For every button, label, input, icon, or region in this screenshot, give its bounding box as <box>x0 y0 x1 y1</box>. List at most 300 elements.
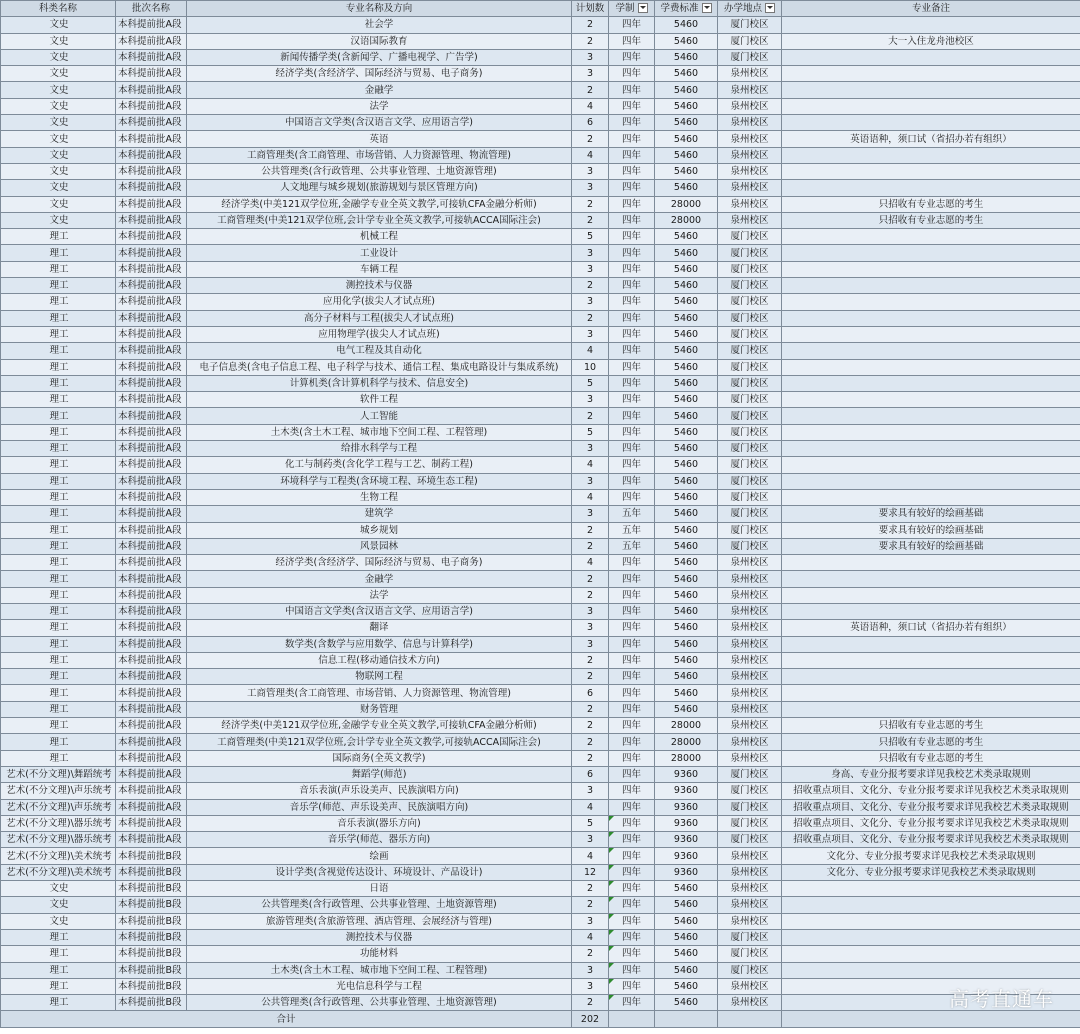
cell-plan-count[interactable]: 12 <box>572 864 609 880</box>
cell-tuition[interactable]: 9360 <box>655 783 718 799</box>
cell-campus[interactable]: 厦门校区 <box>718 538 782 554</box>
cell-duration[interactable]: 四年 <box>609 636 655 652</box>
cell-batch[interactable]: 本科提前批A段 <box>116 278 187 294</box>
cell-major[interactable]: 金融学 <box>187 571 572 587</box>
cell-plan-count[interactable]: 3 <box>572 49 609 65</box>
cell-major[interactable]: 工商管理类(含工商管理、市场营销、人力资源管理、物流管理) <box>187 685 572 701</box>
cell-tuition[interactable]: 5460 <box>655 49 718 65</box>
cell-notes[interactable]: 大一入住龙舟池校区 <box>782 33 1080 49</box>
cell-tuition[interactable]: 5460 <box>655 538 718 554</box>
cell-plan-count[interactable]: 3 <box>572 163 609 179</box>
cell-duration[interactable]: 四年 <box>609 278 655 294</box>
cell-batch[interactable]: 本科提前批A段 <box>116 310 187 326</box>
cell-batch[interactable]: 本科提前批A段 <box>116 163 187 179</box>
cell-campus[interactable]: 厦门校区 <box>718 489 782 505</box>
cell-campus[interactable]: 泉州校区 <box>718 718 782 734</box>
cell-plan-count[interactable]: 4 <box>572 489 609 505</box>
cell-notes[interactable] <box>782 375 1080 391</box>
cell-campus[interactable]: 厦门校区 <box>718 359 782 375</box>
cell-campus[interactable]: 厦门校区 <box>718 783 782 799</box>
cell-plan-count[interactable]: 2 <box>572 310 609 326</box>
cell-campus[interactable]: 厦门校区 <box>718 506 782 522</box>
cell-notes[interactable] <box>782 245 1080 261</box>
cell-campus[interactable]: 厦门校区 <box>718 17 782 33</box>
cell-major[interactable]: 国际商务(全英文教学) <box>187 750 572 766</box>
cell-duration[interactable]: 四年 <box>609 147 655 163</box>
cell-campus[interactable]: 厦门校区 <box>718 929 782 945</box>
cell-major[interactable]: 应用物理学(拔尖人才试点班) <box>187 326 572 342</box>
cell-category[interactable]: 理工 <box>1 278 116 294</box>
cell-duration[interactable]: 四年 <box>609 995 655 1011</box>
cell-tuition[interactable]: 5460 <box>655 571 718 587</box>
cell-major[interactable]: 经济学类(含经济学、国际经济与贸易、电子商务) <box>187 555 572 571</box>
cell-duration[interactable]: 四年 <box>609 441 655 457</box>
cell-category[interactable]: 理工 <box>1 750 116 766</box>
cell-duration[interactable]: 五年 <box>609 522 655 538</box>
cell-notes[interactable] <box>782 929 1080 945</box>
cell-plan-count[interactable]: 3 <box>572 620 609 636</box>
cell-batch[interactable]: 本科提前批A段 <box>116 457 187 473</box>
cell-major[interactable]: 汉语国际教育 <box>187 33 572 49</box>
cell-category[interactable]: 艺术(不分文理)\器乐统考 <box>1 815 116 831</box>
cell-category[interactable]: 理工 <box>1 636 116 652</box>
cell-campus[interactable]: 厦门校区 <box>718 245 782 261</box>
cell-notes[interactable] <box>782 66 1080 82</box>
cell-major[interactable]: 车辆工程 <box>187 261 572 277</box>
cell-notes[interactable]: 只招收有专业志愿的考生 <box>782 734 1080 750</box>
cell-category[interactable]: 文史 <box>1 17 116 33</box>
cell-tuition[interactable]: 5460 <box>655 82 718 98</box>
cell-campus[interactable]: 泉州校区 <box>718 147 782 163</box>
cell-category[interactable]: 理工 <box>1 995 116 1011</box>
cell-tuition[interactable]: 5460 <box>655 946 718 962</box>
cell-notes[interactable] <box>782 652 1080 668</box>
cell-duration[interactable]: 四年 <box>609 734 655 750</box>
cell-tuition[interactable]: 5460 <box>655 33 718 49</box>
cell-category[interactable]: 理工 <box>1 620 116 636</box>
cell-batch[interactable]: 本科提前批A段 <box>116 196 187 212</box>
cell-plan-count[interactable]: 2 <box>572 946 609 962</box>
cell-major[interactable]: 电子信息类(含电子信息工程、电子科学与技术、通信工程、集成电路设计与集成系统) <box>187 359 572 375</box>
cell-tuition[interactable]: 9360 <box>655 799 718 815</box>
cell-duration[interactable]: 四年 <box>609 473 655 489</box>
cell-tuition[interactable]: 5460 <box>655 310 718 326</box>
cell-tuition[interactable]: 9360 <box>655 864 718 880</box>
cell-category[interactable]: 文史 <box>1 212 116 228</box>
cell-notes[interactable] <box>782 326 1080 342</box>
cell-category[interactable]: 文史 <box>1 115 116 131</box>
cell-notes[interactable] <box>782 147 1080 163</box>
cell-plan-count[interactable]: 3 <box>572 913 609 929</box>
cell-notes[interactable]: 文化分、专业分报考要求详见我校艺术类录取规则 <box>782 848 1080 864</box>
filter-dropdown-icon[interactable] <box>638 3 648 13</box>
cell-duration[interactable]: 五年 <box>609 538 655 554</box>
cell-plan-count[interactable]: 2 <box>572 131 609 147</box>
cell-major[interactable]: 给排水科学与工程 <box>187 441 572 457</box>
cell-plan-count[interactable]: 4 <box>572 848 609 864</box>
cell-category[interactable]: 理工 <box>1 701 116 717</box>
cell-major[interactable]: 计算机类(含计算机科学与技术、信息安全) <box>187 375 572 391</box>
cell-batch[interactable]: 本科提前批A段 <box>116 636 187 652</box>
cell-notes[interactable] <box>782 359 1080 375</box>
cell-notes[interactable]: 要求具有较好的绘画基础 <box>782 506 1080 522</box>
cell-tuition[interactable]: 28000 <box>655 718 718 734</box>
cell-notes[interactable] <box>782 946 1080 962</box>
cell-plan-count[interactable]: 3 <box>572 294 609 310</box>
cell-tuition[interactable]: 9360 <box>655 815 718 831</box>
cell-batch[interactable]: 本科提前批A段 <box>116 734 187 750</box>
cell-tuition[interactable]: 5460 <box>655 881 718 897</box>
cell-notes[interactable] <box>782 685 1080 701</box>
cell-tuition[interactable]: 5460 <box>655 115 718 131</box>
cell-major[interactable]: 金融学 <box>187 82 572 98</box>
cell-batch[interactable]: 本科提前批A段 <box>116 783 187 799</box>
cell-plan-count[interactable]: 6 <box>572 685 609 701</box>
cell-batch[interactable]: 本科提前批A段 <box>116 33 187 49</box>
cell-notes[interactable] <box>782 82 1080 98</box>
cell-campus[interactable]: 泉州校区 <box>718 163 782 179</box>
cell-category[interactable]: 理工 <box>1 310 116 326</box>
cell-category[interactable]: 文史 <box>1 913 116 929</box>
cell-major[interactable]: 机械工程 <box>187 229 572 245</box>
cell-notes[interactable] <box>782 913 1080 929</box>
cell-plan-count[interactable]: 2 <box>572 538 609 554</box>
cell-major[interactable]: 翻译 <box>187 620 572 636</box>
cell-notes[interactable] <box>782 180 1080 196</box>
cell-notes[interactable] <box>782 278 1080 294</box>
cell-major[interactable]: 数学类(含数学与应用数学、信息与计算科学) <box>187 636 572 652</box>
cell-batch[interactable]: 本科提前批B段 <box>116 848 187 864</box>
cell-batch[interactable]: 本科提前批A段 <box>116 799 187 815</box>
cell-plan-count[interactable]: 3 <box>572 326 609 342</box>
cell-duration[interactable]: 四年 <box>609 766 655 782</box>
cell-category[interactable]: 理工 <box>1 538 116 554</box>
cell-major[interactable]: 旅游管理类(含旅游管理、酒店管理、会展经济与管理) <box>187 913 572 929</box>
cell-batch[interactable]: 本科提前批A段 <box>116 180 187 196</box>
cell-batch[interactable]: 本科提前批B段 <box>116 978 187 994</box>
cell-duration[interactable]: 四年 <box>609 261 655 277</box>
cell-tuition[interactable]: 5460 <box>655 701 718 717</box>
header-major[interactable]: 专业名称及方向 <box>187 1 572 17</box>
cell-duration[interactable]: 四年 <box>609 555 655 571</box>
cell-duration[interactable]: 四年 <box>609 229 655 245</box>
cell-plan-count[interactable]: 2 <box>572 669 609 685</box>
cell-major[interactable]: 经济学类(含经济学、国际经济与贸易、电子商务) <box>187 66 572 82</box>
cell-major[interactable]: 工商管理类(中美121双学位班,会计学专业全英文教学,可接轨ACCA国际注会) <box>187 212 572 228</box>
cell-batch[interactable]: 本科提前批A段 <box>116 669 187 685</box>
cell-category[interactable]: 理工 <box>1 489 116 505</box>
header-duration[interactable]: 学制 <box>609 1 655 17</box>
cell-campus[interactable]: 泉州校区 <box>718 701 782 717</box>
cell-category[interactable]: 理工 <box>1 685 116 701</box>
cell-campus[interactable]: 厦门校区 <box>718 424 782 440</box>
cell-batch[interactable]: 本科提前批A段 <box>116 701 187 717</box>
cell-category[interactable]: 理工 <box>1 718 116 734</box>
cell-plan-count[interactable]: 2 <box>572 734 609 750</box>
cell-plan-count[interactable]: 4 <box>572 343 609 359</box>
cell-category[interactable]: 艺术(不分文理)\舞蹈统考 <box>1 766 116 782</box>
cell-campus[interactable]: 泉州校区 <box>718 555 782 571</box>
cell-plan-count[interactable]: 4 <box>572 147 609 163</box>
cell-major[interactable]: 法学 <box>187 98 572 114</box>
cell-tuition[interactable]: 9360 <box>655 832 718 848</box>
cell-campus[interactable]: 泉州校区 <box>718 685 782 701</box>
cell-campus[interactable]: 厦门校区 <box>718 522 782 538</box>
cell-campus[interactable]: 泉州校区 <box>718 82 782 98</box>
cell-duration[interactable]: 四年 <box>609 783 655 799</box>
cell-duration[interactable]: 四年 <box>609 49 655 65</box>
cell-notes[interactable] <box>782 17 1080 33</box>
cell-campus[interactable]: 厦门校区 <box>718 310 782 326</box>
cell-category[interactable]: 文史 <box>1 196 116 212</box>
cell-duration[interactable]: 四年 <box>609 718 655 734</box>
cell-batch[interactable]: 本科提前批A段 <box>116 229 187 245</box>
cell-campus[interactable]: 厦门校区 <box>718 815 782 831</box>
cell-campus[interactable]: 泉州校区 <box>718 196 782 212</box>
cell-plan-count[interactable]: 5 <box>572 424 609 440</box>
cell-batch[interactable]: 本科提前批A段 <box>116 115 187 131</box>
cell-major[interactable]: 舞蹈学(师范) <box>187 766 572 782</box>
cell-category[interactable]: 文史 <box>1 180 116 196</box>
cell-tuition[interactable]: 5460 <box>655 245 718 261</box>
cell-major[interactable]: 信息工程(移动通信技术方向) <box>187 652 572 668</box>
cell-major[interactable]: 城乡规划 <box>187 522 572 538</box>
cell-plan-count[interactable]: 4 <box>572 555 609 571</box>
cell-tuition[interactable]: 5460 <box>655 229 718 245</box>
cell-tuition[interactable]: 5460 <box>655 163 718 179</box>
cell-duration[interactable]: 四年 <box>609 587 655 603</box>
cell-tuition[interactable]: 5460 <box>655 587 718 603</box>
cell-notes[interactable] <box>782 115 1080 131</box>
cell-plan-count[interactable]: 2 <box>572 17 609 33</box>
cell-major[interactable]: 法学 <box>187 587 572 603</box>
cell-tuition[interactable]: 5460 <box>655 555 718 571</box>
cell-campus[interactable]: 泉州校区 <box>718 995 782 1011</box>
cell-plan-count[interactable]: 3 <box>572 392 609 408</box>
cell-campus[interactable]: 泉州校区 <box>718 734 782 750</box>
header-tuition[interactable]: 学费标准 <box>655 1 718 17</box>
cell-notes[interactable]: 身高、专业分报考要求详见我校艺术类录取规则 <box>782 766 1080 782</box>
cell-batch[interactable]: 本科提前批A段 <box>116 66 187 82</box>
cell-plan-count[interactable]: 2 <box>572 278 609 294</box>
cell-tuition[interactable]: 5460 <box>655 326 718 342</box>
cell-campus[interactable]: 泉州校区 <box>718 571 782 587</box>
cell-major[interactable]: 新闻传播学类(含新闻学、广播电视学、广告学) <box>187 49 572 65</box>
cell-major[interactable]: 物联网工程 <box>187 669 572 685</box>
cell-tuition[interactable]: 5460 <box>655 17 718 33</box>
cell-major[interactable]: 光电信息科学与工程 <box>187 978 572 994</box>
cell-category[interactable]: 理工 <box>1 571 116 587</box>
cell-major[interactable]: 工商管理类(含工商管理、市场营销、人力资源管理、物流管理) <box>187 147 572 163</box>
cell-plan-count[interactable]: 3 <box>572 603 609 619</box>
cell-plan-count[interactable]: 3 <box>572 962 609 978</box>
cell-plan-count[interactable]: 2 <box>572 897 609 913</box>
cell-notes[interactable]: 招收重点项目、文化分、专业分报考要求详见我校艺术类录取规则 <box>782 815 1080 831</box>
cell-tuition[interactable]: 5460 <box>655 343 718 359</box>
cell-notes[interactable] <box>782 310 1080 326</box>
cell-category[interactable]: 理工 <box>1 229 116 245</box>
cell-duration[interactable]: 四年 <box>609 98 655 114</box>
cell-major[interactable]: 软件工程 <box>187 392 572 408</box>
cell-batch[interactable]: 本科提前批B段 <box>116 962 187 978</box>
cell-batch[interactable]: 本科提前批A段 <box>116 603 187 619</box>
cell-campus[interactable]: 泉州校区 <box>718 864 782 880</box>
cell-batch[interactable]: 本科提前批A段 <box>116 538 187 554</box>
cell-notes[interactable] <box>782 49 1080 65</box>
cell-duration[interactable]: 四年 <box>609 962 655 978</box>
cell-plan-count[interactable]: 2 <box>572 571 609 587</box>
cell-plan-count[interactable]: 4 <box>572 799 609 815</box>
cell-plan-count[interactable]: 3 <box>572 473 609 489</box>
cell-plan-count[interactable]: 2 <box>572 701 609 717</box>
cell-batch[interactable]: 本科提前批A段 <box>116 212 187 228</box>
cell-category[interactable]: 文史 <box>1 131 116 147</box>
cell-tuition[interactable]: 5460 <box>655 620 718 636</box>
cell-plan-count[interactable]: 3 <box>572 66 609 82</box>
cell-batch[interactable]: 本科提前批A段 <box>116 82 187 98</box>
cell-notes[interactable] <box>782 294 1080 310</box>
cell-batch[interactable]: 本科提前批A段 <box>116 522 187 538</box>
cell-tuition[interactable]: 5460 <box>655 636 718 652</box>
cell-duration[interactable]: 四年 <box>609 489 655 505</box>
cell-notes[interactable] <box>782 441 1080 457</box>
cell-plan-count[interactable]: 3 <box>572 245 609 261</box>
cell-category[interactable]: 理工 <box>1 946 116 962</box>
cell-campus[interactable]: 泉州校区 <box>718 620 782 636</box>
cell-batch[interactable]: 本科提前批A段 <box>116 17 187 33</box>
cell-campus[interactable]: 厦门校区 <box>718 441 782 457</box>
cell-notes[interactable] <box>782 473 1080 489</box>
cell-tuition[interactable]: 5460 <box>655 897 718 913</box>
cell-plan-count[interactable]: 2 <box>572 718 609 734</box>
cell-campus[interactable]: 泉州校区 <box>718 750 782 766</box>
cell-batch[interactable]: 本科提前批A段 <box>116 49 187 65</box>
cell-major[interactable]: 音乐学(师范、声乐设美声、民族演唱方向) <box>187 799 572 815</box>
cell-tuition[interactable]: 5460 <box>655 359 718 375</box>
cell-tuition[interactable]: 5460 <box>655 424 718 440</box>
cell-notes[interactable] <box>782 897 1080 913</box>
cell-notes[interactable]: 只招收有专业志愿的考生 <box>782 196 1080 212</box>
cell-plan-count[interactable]: 10 <box>572 359 609 375</box>
cell-major[interactable]: 应用化学(拔尖人才试点班) <box>187 294 572 310</box>
cell-campus[interactable]: 泉州校区 <box>718 587 782 603</box>
cell-major[interactable]: 功能材料 <box>187 946 572 962</box>
cell-duration[interactable]: 四年 <box>609 685 655 701</box>
header-plan-count[interactable]: 计划数 <box>572 1 609 17</box>
cell-duration[interactable]: 四年 <box>609 196 655 212</box>
cell-major[interactable]: 工业设计 <box>187 245 572 261</box>
cell-batch[interactable]: 本科提前批A段 <box>116 685 187 701</box>
cell-major[interactable]: 公共管理类(含行政管理、公共事业管理、土地资源管理) <box>187 897 572 913</box>
cell-duration[interactable]: 四年 <box>609 701 655 717</box>
cell-campus[interactable]: 泉州校区 <box>718 131 782 147</box>
cell-category[interactable]: 文史 <box>1 82 116 98</box>
cell-duration[interactable]: 四年 <box>609 848 655 864</box>
cell-plan-count[interactable]: 2 <box>572 196 609 212</box>
cell-campus[interactable]: 泉州校区 <box>718 180 782 196</box>
cell-duration[interactable]: 四年 <box>609 750 655 766</box>
cell-notes[interactable] <box>782 408 1080 424</box>
cell-duration[interactable]: 四年 <box>609 17 655 33</box>
cell-tuition[interactable]: 5460 <box>655 392 718 408</box>
cell-tuition[interactable]: 5460 <box>655 473 718 489</box>
cell-campus[interactable]: 泉州校区 <box>718 848 782 864</box>
total-label[interactable]: 合计 <box>1 1011 572 1027</box>
cell-plan-count[interactable]: 3 <box>572 180 609 196</box>
cell-tuition[interactable]: 5460 <box>655 98 718 114</box>
cell-duration[interactable]: 四年 <box>609 799 655 815</box>
cell-batch[interactable]: 本科提前批A段 <box>116 359 187 375</box>
cell-tuition[interactable]: 5460 <box>655 603 718 619</box>
cell-campus[interactable]: 泉州校区 <box>718 603 782 619</box>
cell-batch[interactable]: 本科提前批A段 <box>116 620 187 636</box>
cell-duration[interactable]: 四年 <box>609 652 655 668</box>
cell-batch[interactable]: 本科提前批A段 <box>116 245 187 261</box>
cell-category[interactable]: 理工 <box>1 473 116 489</box>
cell-duration[interactable]: 四年 <box>609 392 655 408</box>
cell-major[interactable]: 高分子材料与工程(拔尖人才试点班) <box>187 310 572 326</box>
cell-campus[interactable]: 厦门校区 <box>718 392 782 408</box>
cell-plan-count[interactable]: 3 <box>572 506 609 522</box>
cell-notes[interactable] <box>782 163 1080 179</box>
cell-campus[interactable]: 厦门校区 <box>718 33 782 49</box>
header-notes[interactable]: 专业备注 <box>782 1 1080 17</box>
cell-notes[interactable]: 英语语种，须口试（省招办若有组织） <box>782 620 1080 636</box>
cell-plan-count[interactable]: 6 <box>572 115 609 131</box>
cell-major[interactable]: 土木类(含土木工程、城市地下空间工程、工程管理) <box>187 962 572 978</box>
cell-tuition[interactable]: 9360 <box>655 848 718 864</box>
cell-duration[interactable]: 四年 <box>609 408 655 424</box>
cell-category[interactable]: 理工 <box>1 359 116 375</box>
cell-campus[interactable]: 泉州校区 <box>718 897 782 913</box>
cell-plan-count[interactable]: 3 <box>572 441 609 457</box>
cell-category[interactable]: 理工 <box>1 734 116 750</box>
cell-duration[interactable]: 四年 <box>609 571 655 587</box>
cell-campus[interactable]: 厦门校区 <box>718 766 782 782</box>
cell-campus[interactable]: 厦门校区 <box>718 832 782 848</box>
total-empty-cell[interactable] <box>609 1011 655 1027</box>
cell-plan-count[interactable]: 2 <box>572 587 609 603</box>
cell-plan-count[interactable]: 2 <box>572 522 609 538</box>
cell-duration[interactable]: 四年 <box>609 913 655 929</box>
cell-notes[interactable] <box>782 489 1080 505</box>
cell-category[interactable]: 理工 <box>1 929 116 945</box>
filter-dropdown-icon[interactable] <box>702 3 712 13</box>
header-category[interactable]: 科类名称 <box>1 1 116 17</box>
cell-campus[interactable]: 泉州校区 <box>718 98 782 114</box>
cell-duration[interactable]: 四年 <box>609 180 655 196</box>
cell-tuition[interactable]: 5460 <box>655 506 718 522</box>
cell-batch[interactable]: 本科提前批A段 <box>116 424 187 440</box>
cell-duration[interactable]: 四年 <box>609 457 655 473</box>
cell-batch[interactable]: 本科提前批A段 <box>116 408 187 424</box>
total-empty-cell[interactable] <box>718 1011 782 1027</box>
cell-duration[interactable]: 四年 <box>609 245 655 261</box>
cell-plan-count[interactable]: 2 <box>572 408 609 424</box>
cell-major[interactable]: 公共管理类(含行政管理、公共事业管理、土地资源管理) <box>187 995 572 1011</box>
cell-category[interactable]: 艺术(不分文理)\美术统考 <box>1 864 116 880</box>
cell-category[interactable]: 文史 <box>1 66 116 82</box>
cell-duration[interactable]: 四年 <box>609 864 655 880</box>
cell-plan-count[interactable]: 2 <box>572 995 609 1011</box>
cell-category[interactable]: 理工 <box>1 522 116 538</box>
cell-batch[interactable]: 本科提前批B段 <box>116 929 187 945</box>
cell-category[interactable]: 理工 <box>1 978 116 994</box>
cell-tuition[interactable]: 5460 <box>655 913 718 929</box>
cell-major[interactable]: 中国语言文学类(含汉语言文学、应用语言学) <box>187 603 572 619</box>
cell-category[interactable]: 理工 <box>1 441 116 457</box>
cell-batch[interactable]: 本科提前批B段 <box>116 946 187 962</box>
